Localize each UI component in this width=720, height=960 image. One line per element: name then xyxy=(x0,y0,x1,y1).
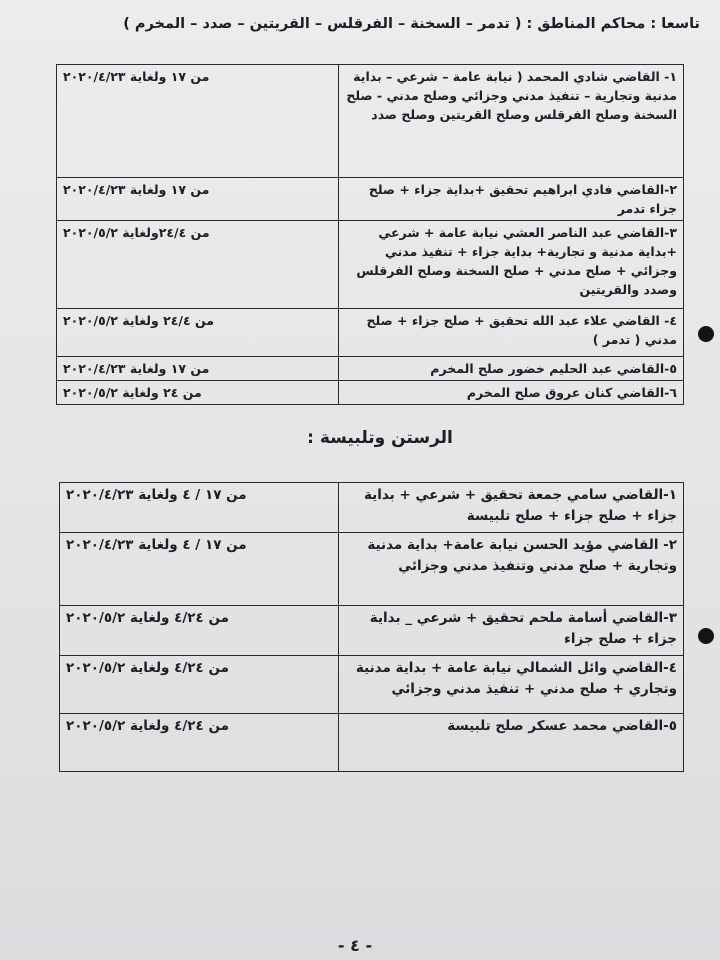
table-row xyxy=(57,357,684,381)
judge-cell: ٤- القاضي علاء عبد الله تحقيق + صلح جزاء + صلح مدني ( تدمر ) xyxy=(339,309,684,357)
judge-cell: ٤-القاضي وائل الشمالي نيابة عامة + بداية مدنية وتجاري + صلح مدني + تنفيذ مدني وجزائي xyxy=(339,656,684,714)
period-cell: من ١٧ / ٤ ولغاية ٢٠٢٠/٤/٢٣ xyxy=(60,533,339,606)
period-cell: من ١٧ ولغاية ٢٠٢٠/٤/٢٣ xyxy=(57,357,339,381)
judge-cell: ١-القاضي سامي جمعة تحقيق + شرعي + بداية جزاء + صلح جزاء + صلح تلبيسة xyxy=(339,483,684,533)
table-row xyxy=(60,606,684,656)
table-row xyxy=(57,65,684,178)
period-cell: من ١٧ ولغاية ٢٠٢٠/٤/٢٣ xyxy=(57,178,339,221)
table-row xyxy=(57,309,684,357)
table-row xyxy=(57,381,684,405)
table-row xyxy=(60,714,684,772)
table-row xyxy=(60,533,684,606)
table-row xyxy=(60,656,684,714)
table-row xyxy=(60,483,684,533)
judge-cell: ٥-القاضي عبد الحليم خضور صلح المخرم xyxy=(339,357,684,381)
period-cell: من ١٧ ولغاية ٢٠٢٠/٤/٢٣ xyxy=(57,65,339,178)
period-cell: من ٤/٢٤ ولغاية ٢٠٢٠/٥/٢ xyxy=(60,606,339,656)
heading-text: تاسعا : محاكم المناطق : ( تدمر – السخنة – الفرقلس – القريتين – صدد – المخرم ) xyxy=(123,16,700,32)
rastan-talbiseh-table xyxy=(59,482,684,772)
judge-cell: ٥-القاضي محمد عسكر صلح تلبيسة xyxy=(339,714,684,772)
period-cell: من ٤/٢٤ ولغاية ٢٠٢٠/٥/٢ xyxy=(60,714,339,772)
period-cell: من ٢٤ ولغاية ٢٠٢٠/٥/٢ xyxy=(57,381,339,405)
judge-cell: ٢- القاضي مؤيد الحسن نيابة عامة+ بداية مدنية وتجارية + صلح مدني وتنفيذ مدني وجزائي xyxy=(339,533,684,606)
period-cell: من ٢٤/٤ولغاية ٢٠٢٠/٥/٢ xyxy=(57,221,339,309)
binder-hole xyxy=(698,326,714,342)
judge-cell: ٢-القاضي فادي ابراهيم تحقيق +بداية جزاء + صلح جزاء تدمر xyxy=(339,178,684,221)
regions-courts-table xyxy=(56,64,684,405)
judge-cell: ٣-القاضي أسامة ملحم تحقيق + شرعي _ بداية جزاء + صلح جزاء xyxy=(339,606,684,656)
table-row xyxy=(57,221,684,309)
period-cell: من ١٧ / ٤ ولغاية ٢٠٢٠/٤/٢٣ xyxy=(60,483,339,533)
judge-cell: ٦-القاضي كنان عروق صلح المخرم xyxy=(339,381,684,405)
table-row xyxy=(57,178,684,221)
page-heading xyxy=(20,14,700,35)
period-cell: من ٢٤/٤ ولغاية ٢٠٢٠/٥/٢ xyxy=(57,309,339,357)
binder-hole xyxy=(698,628,714,644)
page-number: - ٤ - xyxy=(337,936,373,955)
judge-cell: ١- القاضي شادي المحمد ( نيابة عامة – شرعي – بداية مدنية وتجارية – تنفيذ مدني وجزائي وصلح مدني - صلح السخنة وصلح الفرقلس وصلح القريتين وصلح صدد xyxy=(339,65,684,178)
period-cell: من ٤/٢٤ ولغاية ٢٠٢٠/٥/٢ xyxy=(60,656,339,714)
judge-cell: ٣-القاضي عبد الناصر العشي نيابة عامة + شرعي +بداية مدنية و تجارية+ بداية جزاء + تنفيذ مدني وجزائي + صلح مدني + صلح السخنة وصلح الفرقلس وصدد والقريتين xyxy=(339,221,684,309)
section-title: الرستن وتلبيسة : xyxy=(307,428,453,448)
